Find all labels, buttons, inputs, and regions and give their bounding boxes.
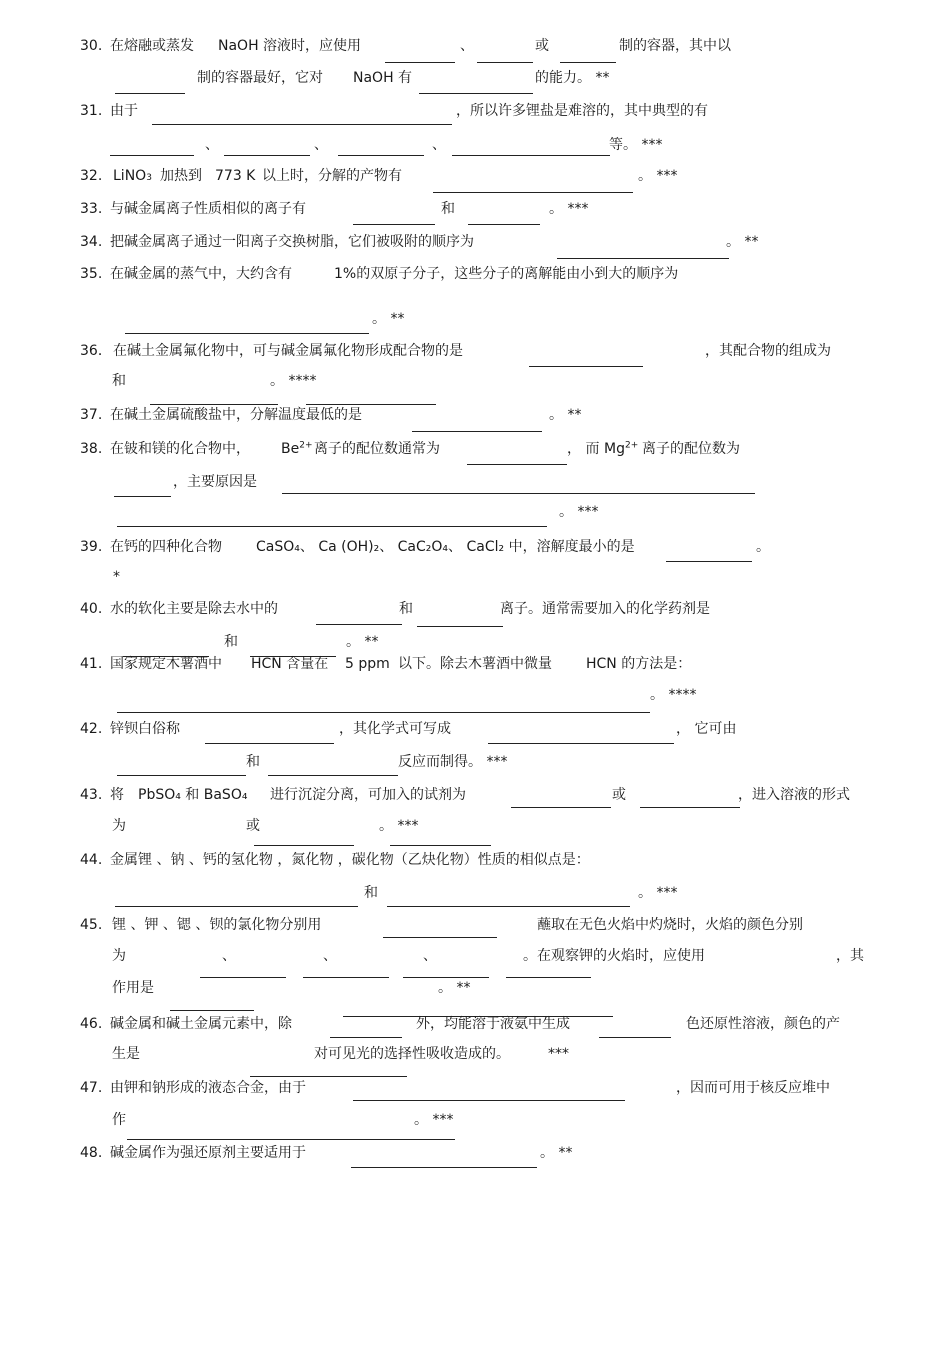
question-number: 48. — [80, 1145, 103, 1161]
question-text: 生是 — [112, 1046, 140, 1062]
question-text: 国家规定木薯酒中 — [110, 656, 222, 672]
question-text: 。在观察钾的火焰时，应使用 — [523, 948, 705, 964]
question-number: 35. — [80, 266, 103, 282]
answer-blank[interactable] — [224, 155, 310, 156]
question-text: 锌钡白俗称 — [110, 721, 180, 737]
answer-blank[interactable] — [385, 62, 455, 63]
answer-blank[interactable] — [114, 496, 171, 497]
question-text: 。 ** — [438, 980, 471, 996]
question-text: 加热到 — [160, 168, 202, 184]
question-text: 和 — [224, 634, 238, 650]
question-number: 33. — [80, 201, 103, 217]
question-text: 5 ppm — [345, 656, 390, 672]
question-text: ，其化学式可写成 — [339, 721, 451, 737]
question-text: 离子的配位数为 — [642, 441, 740, 457]
question-text: ， 而 — [567, 441, 600, 457]
question-text: 和 — [112, 373, 126, 389]
question-text: 、 — [205, 137, 219, 153]
question-text: 为 — [112, 948, 126, 964]
question-text: 、 — [423, 948, 437, 964]
question-text: 。 ** — [372, 311, 405, 327]
question-text: 。 **** — [650, 687, 697, 703]
answer-blank[interactable] — [353, 224, 435, 225]
question-text: 将 — [110, 787, 124, 803]
question-number: 38. — [80, 441, 103, 457]
question-text: 或 — [535, 38, 549, 54]
question-text: * — [113, 569, 120, 585]
question-number: 37. — [80, 407, 103, 423]
question-text: 、 — [432, 137, 446, 153]
question-number: 41. — [80, 656, 103, 672]
answer-blank[interactable] — [117, 775, 246, 776]
question-number: 39. — [80, 539, 103, 555]
question-text: HCN 的方法是： — [586, 656, 692, 672]
answer-blank[interactable] — [383, 937, 497, 938]
question-text: 碱金属和碱土金属元素中，除 — [110, 1016, 292, 1032]
answer-blank[interactable] — [390, 845, 491, 846]
question-text: 与碱金属离子性质相似的离子有 — [110, 201, 306, 217]
answer-blank[interactable] — [640, 807, 740, 808]
question-text: 、 — [460, 38, 474, 54]
question-text: PbSO₄ 和 BaSO₄ — [138, 787, 248, 803]
question-text: 。 ** — [346, 634, 379, 650]
answer-blank[interactable] — [560, 62, 616, 63]
question-text: ，所以许多锂盐是难溶的，其中典型的有 — [456, 103, 708, 119]
answer-blank[interactable] — [268, 775, 398, 776]
question-text: 制的容器最好，它对 — [197, 70, 323, 86]
question-text: 由钾和钠形成的液态合金，由于 — [110, 1080, 306, 1096]
question-text: 作用是 — [112, 980, 154, 996]
question-text: 在钙的四种化合物 — [110, 539, 222, 555]
question-number: 34. — [80, 234, 103, 250]
answer-blank[interactable] — [417, 626, 503, 627]
question-text: 、 — [323, 948, 337, 964]
question-text: 和 — [399, 601, 413, 617]
question-text: 在碱土金属氟化物中，可与碱金属氟化物形成配合物的是 — [113, 343, 463, 359]
question-number: 45. — [80, 917, 103, 933]
question-text: 、 — [222, 948, 236, 964]
question-text: *** — [548, 1046, 569, 1062]
question-text: HCN 含量在 — [251, 656, 329, 672]
answer-blank[interactable] — [115, 93, 185, 94]
question-text: ，因而可用于核反应堆中 — [676, 1080, 830, 1096]
question-text: 锂 、钾 、锶 、钡的氯化物分别用 — [112, 917, 322, 933]
answer-blank[interactable] — [152, 124, 452, 125]
question-text: 碱金属作为强还原剂主要适用于 — [110, 1145, 306, 1161]
answer-blank[interactable] — [127, 1139, 455, 1140]
question-text: 离子的配位数通常为 — [314, 441, 440, 457]
answer-blank[interactable] — [599, 1037, 671, 1038]
question-number: 30. — [80, 38, 103, 54]
question-number: 44. — [80, 852, 103, 868]
question-text: 离子。通常需要加入的化学药剂是 — [500, 601, 710, 617]
question-text: 。 *** — [414, 1112, 454, 1128]
question-text: NaOH 溶液时，应使用 — [218, 38, 362, 54]
answer-blank[interactable] — [125, 333, 369, 334]
answer-blank[interactable] — [467, 464, 567, 465]
question-text: 对可见光的选择性吸收造成的。 — [314, 1046, 510, 1062]
answer-blank[interactable] — [433, 192, 633, 193]
answer-blank[interactable] — [117, 526, 547, 527]
answer-blank[interactable] — [250, 1076, 407, 1077]
answer-blank[interactable] — [306, 404, 436, 405]
question-text: 以下。除去木薯酒中微量 — [398, 656, 552, 672]
question-number: 31. — [80, 103, 103, 119]
question-text: 蘸取在无色火焰中灼烧时，火焰的颜色分别 — [537, 917, 803, 933]
question-text: 进行沉淀分离，可加入的试剂为 — [270, 787, 466, 803]
question-text: 和 — [364, 885, 378, 901]
question-text: 在碱土金属硫酸盐中，分解温度最低的是 — [110, 407, 362, 423]
question-text: LiNO3 — [113, 168, 152, 184]
question-text: 。 *** — [549, 201, 589, 217]
question-text: 和 — [246, 754, 260, 770]
answer-blank[interactable] — [150, 404, 278, 405]
answer-blank[interactable] — [254, 845, 354, 846]
question-text: 由于 — [110, 103, 138, 119]
question-text: 在碱金属的蒸气中，大约含有 — [110, 266, 292, 282]
question-text: 在熔融或蒸发 — [110, 38, 194, 54]
answer-blank[interactable] — [330, 1037, 402, 1038]
answer-blank[interactable] — [200, 977, 286, 978]
question-text: 。 *** — [638, 885, 678, 901]
question-text: ， 它可由 — [676, 721, 737, 737]
answer-blank[interactable] — [477, 62, 533, 63]
question-text: 1%的双原子分子，这些分子的离解能由小到大的顺序为 — [334, 266, 679, 282]
answer-blank[interactable] — [557, 258, 729, 259]
answer-blank[interactable] — [506, 977, 591, 978]
question-text: 色还原性溶液，颜色的产 — [686, 1016, 840, 1032]
answer-blank[interactable] — [666, 561, 752, 562]
question-text: 。 ** — [726, 234, 759, 250]
question-text: ，其 — [836, 948, 864, 964]
question-text: 在铍和镁的化合物中， — [110, 441, 250, 457]
answer-blank[interactable] — [529, 366, 643, 367]
answer-blank[interactable] — [353, 1100, 625, 1101]
question-text: 和 — [441, 201, 455, 217]
question-text: 、 — [314, 137, 328, 153]
question-text: $Mg^{2+}$ — [604, 440, 639, 457]
question-text: 制的容器，其中以 — [619, 38, 731, 54]
answer-blank[interactable] — [452, 155, 610, 156]
question-text: 等。 *** — [609, 137, 663, 153]
answer-blank[interactable] — [403, 977, 489, 978]
answer-blank[interactable] — [351, 1167, 537, 1168]
answer-blank[interactable] — [316, 624, 402, 625]
question-text: 以上时，分解的产物有 — [262, 168, 402, 184]
question-text: CaSO₄、 Ca (OH)₂、 CaC₂O₄、 CaCl₂ 中，溶解度最小的是 — [256, 539, 635, 555]
question-number: 47. — [80, 1080, 103, 1096]
question-text: 外，均能溶于液氨中生成 — [416, 1016, 570, 1032]
question-text: 773 K — [215, 168, 256, 184]
question-text: ，进入溶液的形式 — [738, 787, 850, 803]
question-text: 金属锂 、钠 、钙的氢化物 ，氮化物 ，碳化物（乙炔化物）性质的相似点是： — [110, 852, 590, 868]
question-text: 或 — [612, 787, 626, 803]
answer-blank[interactable] — [468, 224, 540, 225]
question-text: 的能力。 ** — [535, 70, 610, 86]
question-number: 46. — [80, 1016, 103, 1032]
question-text: 。 *** — [638, 168, 678, 184]
answer-blank[interactable] — [282, 493, 755, 494]
question-text: NaOH 有 — [353, 70, 413, 86]
answer-blank[interactable] — [511, 807, 611, 808]
answer-blank[interactable] — [115, 906, 358, 907]
question-text: 。 ** — [540, 1145, 573, 1161]
question-number: 32. — [80, 168, 103, 184]
question-number: 43. — [80, 787, 103, 803]
question-text: 水的软化主要是除去水中的 — [110, 601, 278, 617]
question-text: 把碱金属离子通过一阳离子交换树脂，它们被吸附的顺序为 — [110, 234, 474, 250]
answer-blank[interactable] — [488, 743, 674, 744]
answer-blank[interactable] — [387, 906, 630, 907]
question-text: $Be^{2+}$ — [281, 440, 313, 457]
answer-blank[interactable] — [419, 93, 533, 94]
question-text: 反应而制得。 *** — [398, 754, 508, 770]
question-text: 。 — [756, 539, 770, 555]
question-number: 36． — [80, 343, 112, 359]
answer-blank[interactable] — [170, 1010, 254, 1011]
question-text: ，其配合物的组成为 — [705, 343, 831, 359]
question-text: 作 — [112, 1112, 126, 1128]
question-text: 。 **** — [270, 373, 317, 389]
question-text: 。 *** — [559, 504, 599, 520]
answer-blank[interactable] — [205, 743, 334, 744]
answer-blank[interactable] — [117, 712, 650, 713]
question-number: 40. — [80, 601, 103, 617]
question-text: 或 — [246, 818, 260, 834]
question-text: 为 — [112, 818, 126, 834]
answer-blank[interactable] — [338, 155, 424, 156]
question-text: 。 ** — [549, 407, 582, 423]
answer-blank[interactable] — [303, 977, 389, 978]
answer-blank[interactable] — [110, 155, 194, 156]
question-text: 。 *** — [379, 818, 419, 834]
question-text: ，主要原因是 — [173, 474, 257, 490]
question-number: 42. — [80, 721, 103, 737]
answer-blank[interactable] — [412, 431, 542, 432]
